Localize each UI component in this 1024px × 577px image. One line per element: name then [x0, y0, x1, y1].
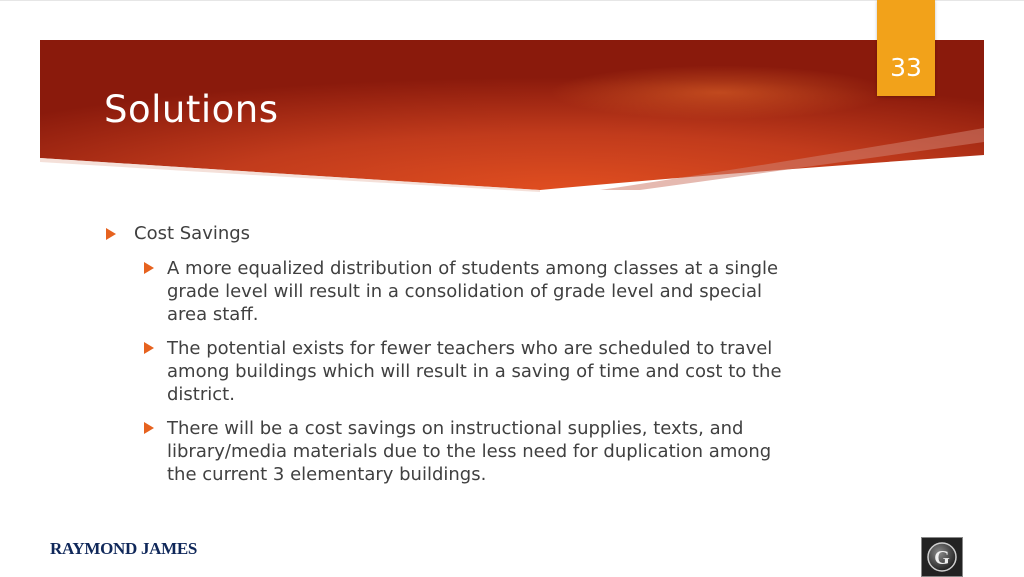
slide-content	[104, 222, 824, 486]
page-number: 33	[890, 53, 922, 82]
sub-bullet	[144, 417, 802, 486]
bullet-arrow-icon	[144, 342, 154, 354]
bullet-text: Cost Savings	[134, 223, 251, 244]
corner-logo-letter: G	[934, 547, 950, 569]
bullet-arrow-icon	[106, 228, 116, 240]
bullet-level1	[104, 222, 824, 246]
sub-bullet-text: The potential exists for fewer teachers who are scheduled to travel among buildings which will result in a saving of time and cost to the district.	[167, 338, 782, 405]
sub-bullet	[144, 257, 802, 326]
corner-logo-icon	[921, 537, 963, 577]
slide-title: Solutions	[104, 88, 279, 131]
bullet-arrow-icon	[144, 262, 154, 274]
bullet-arrow-icon	[144, 422, 154, 434]
raymond-james-logo: RAYMOND JAMES	[50, 539, 198, 558]
sub-bullet-text: A more equalized distribution of students among classes at a single grade level will result in a consolidation of grade level and special area staff.	[167, 258, 779, 325]
sub-bullet	[144, 337, 802, 406]
page-number-badge	[877, 0, 935, 96]
sub-bullet-text: There will be a cost savings on instructional supplies, texts, and library/media materials due to the less need for duplication among the current 3 elementary buildings.	[167, 418, 772, 485]
